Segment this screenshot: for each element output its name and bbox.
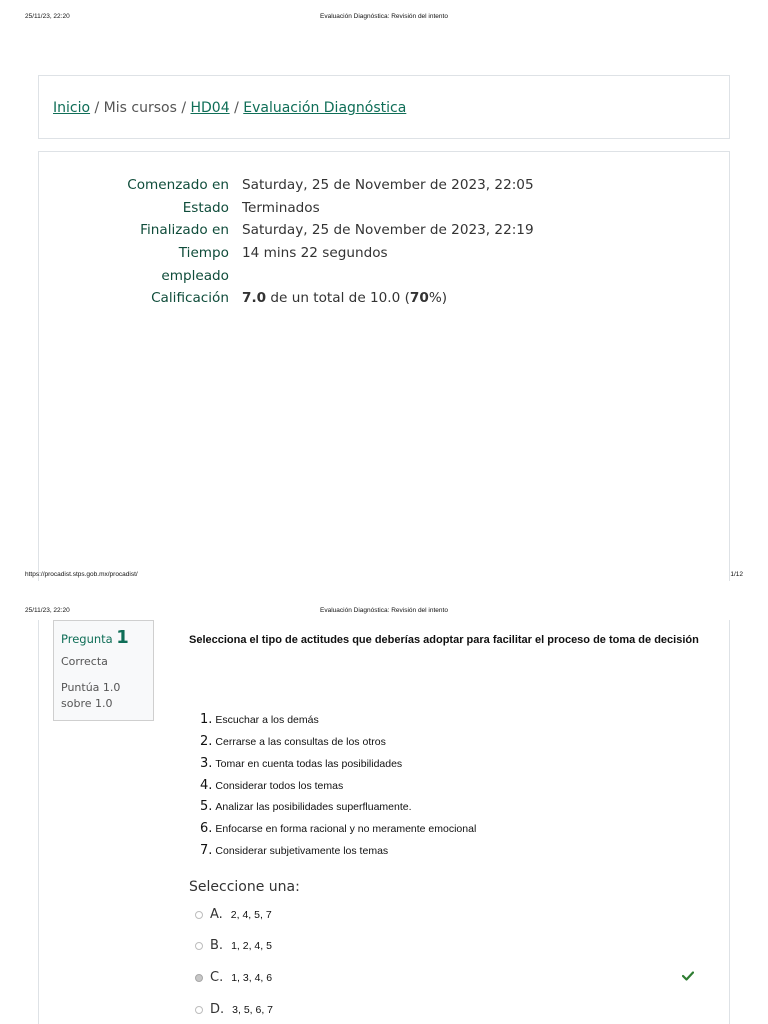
option-letter: B. — [210, 938, 224, 953]
statement-item — [200, 734, 386, 749]
option-text: 3, 5, 6, 7 — [232, 1003, 274, 1016]
print-footer-url: https://procadist.stps.gob.mx/procadist/ — [25, 571, 138, 578]
print-header-title: Evaluación Diagnóstica: Revisión del intento — [320, 13, 448, 20]
radio-button[interactable] — [195, 942, 203, 950]
statement-number: 1. — [200, 712, 213, 727]
question-info-box — [53, 620, 154, 721]
answer-option[interactable] — [195, 970, 272, 985]
option-text: 1, 2, 4, 5 — [231, 939, 272, 952]
statement-number: 6. — [200, 821, 213, 836]
started-label: Comenzado en — [127, 177, 229, 193]
started-value: Saturday, 25 de November de 2023, 22:05 — [242, 177, 534, 193]
grade-total: de un total de 10.0 ( — [266, 290, 410, 306]
grade-label: Calificación — [151, 290, 229, 306]
statement-item — [200, 843, 388, 858]
time-label-line2: empleado — [161, 268, 229, 284]
radio-button[interactable] — [195, 974, 203, 982]
statement-item — [200, 778, 343, 793]
print-footer-page: 1/12 — [730, 571, 743, 578]
statement-item — [200, 799, 412, 814]
question-status: Correcta — [61, 655, 108, 668]
time-label-line1: Tiempo — [178, 245, 229, 261]
breadcrumb-separator: / — [94, 100, 100, 116]
question-label: Pregunta — [61, 632, 113, 646]
statement-number: 7. — [200, 843, 213, 858]
answer-option[interactable] — [195, 938, 272, 953]
attempt-summary-panel — [38, 151, 730, 581]
option-letter: C. — [210, 970, 224, 985]
statement-text: Considerar subjetivamente los temas — [215, 845, 389, 857]
statement-text: Considerar todos los temas — [215, 780, 344, 792]
option-text: 1, 3, 4, 6 — [231, 971, 273, 984]
time-value: 14 mins 22 segundos — [242, 245, 388, 261]
statement-text: Enfocarse en forma racional y no meramente emocional — [215, 823, 477, 835]
question-text: Selecciona el tipo de actitudes que deberías adoptar para facilitar el proceso de toma de decisión — [189, 634, 699, 646]
breadcrumb-separator: / — [234, 100, 239, 116]
statement-text: Escuchar a los demás — [215, 714, 319, 726]
statement-number: 4. — [200, 778, 213, 793]
question-score-line2: sobre 1.0 — [61, 697, 113, 710]
check-icon — [682, 966, 694, 985]
breadcrumb-course-link[interactable]: HD04 — [190, 100, 230, 116]
statement-text: Tomar en cuenta todas las posibilidades — [215, 758, 403, 770]
radio-button[interactable] — [195, 1006, 203, 1014]
statement-item — [200, 756, 402, 771]
breadcrumb-my-courses: Mis cursos — [103, 100, 177, 116]
statement-number: 2. — [200, 734, 213, 749]
question-number-line — [61, 627, 129, 648]
select-one-prompt: Seleccione una: — [189, 879, 300, 895]
print-header-datetime: 25/11/23, 22:20 — [25, 607, 70, 614]
radio-button[interactable] — [195, 911, 203, 919]
answer-option[interactable] — [195, 907, 272, 922]
statement-item — [200, 712, 319, 727]
answer-option[interactable] — [195, 1002, 273, 1017]
grade-end: %) — [428, 290, 448, 306]
print-header-title: Evaluación Diagnóstica: Revisión del intento — [320, 607, 448, 614]
breadcrumb-quiz-link[interactable]: Evaluación Diagnóstica — [243, 100, 407, 116]
statement-item — [200, 821, 476, 836]
breadcrumb-separator: / — [181, 100, 187, 116]
statement-number: 3. — [200, 756, 213, 771]
statement-number: 5. — [200, 799, 213, 814]
state-label: Estado — [182, 200, 229, 216]
statement-text: Cerrarse a las consultas de los otros — [215, 736, 386, 748]
grade-score: 7.0 — [242, 290, 267, 306]
print-header-datetime: 25/11/23, 22:20 — [25, 13, 70, 20]
question-number: 1 — [116, 627, 129, 648]
finished-value: Saturday, 25 de November de 2023, 22:19 — [242, 222, 534, 238]
statement-text: Analizar las posibilidades superfluamente. — [215, 801, 412, 813]
grade-percent: 70 — [409, 290, 429, 306]
state-value: Terminados — [242, 200, 320, 216]
summary-row-time — [79, 242, 739, 286]
breadcrumb — [53, 100, 406, 116]
breadcrumb-panel — [38, 75, 730, 139]
breadcrumb-home-link[interactable]: Inicio — [53, 100, 91, 116]
option-text: 2, 4, 5, 7 — [230, 908, 272, 921]
question-score-line1: Puntúa 1.0 — [61, 681, 121, 694]
option-letter: A. — [210, 907, 223, 922]
option-letter: D. — [210, 1002, 225, 1017]
finished-label: Finalizado en — [140, 222, 229, 238]
grade-value — [242, 287, 447, 309]
